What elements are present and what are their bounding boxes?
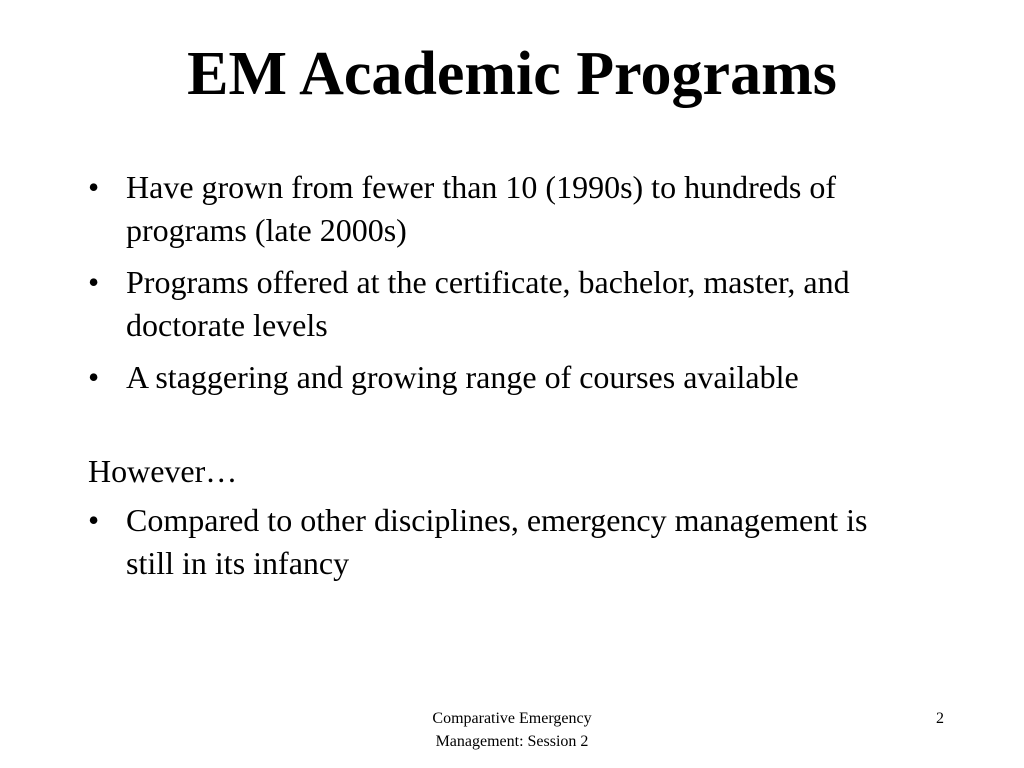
bullet-item (88, 261, 888, 347)
bullet-item (88, 166, 888, 252)
however-text: However… (88, 453, 238, 489)
bullet-list (88, 166, 888, 399)
page-number: 2 (936, 710, 944, 727)
bullet-item (88, 499, 888, 585)
bullet-icon: • (88, 264, 100, 300)
bullet-icon: • (88, 169, 100, 205)
footer-line-2: Management: Session 2 (435, 733, 589, 750)
bullet-text: Compared to other disciplines, emergency management is still in its infancy (126, 502, 868, 581)
bullet-text: Programs offered at the certificate, bachelor, master, and doctorate levels (126, 264, 850, 343)
slide-body (88, 166, 888, 594)
bullet-icon: • (88, 502, 100, 538)
bullet-text: A staggering and growing range of courses available (126, 359, 799, 395)
footer-line-1: Comparative Emergency (432, 710, 592, 727)
footer-text (382, 707, 642, 753)
spacer (88, 408, 888, 450)
bullet-item (88, 356, 888, 399)
bullet-icon: • (88, 359, 100, 395)
bullet-text: Have grown from fewer than 10 (1990s) to hundreds of programs (late 2000s) (126, 169, 837, 248)
bullet-list-2 (88, 499, 888, 585)
slide-title: EM Academic Programs (187, 40, 837, 108)
